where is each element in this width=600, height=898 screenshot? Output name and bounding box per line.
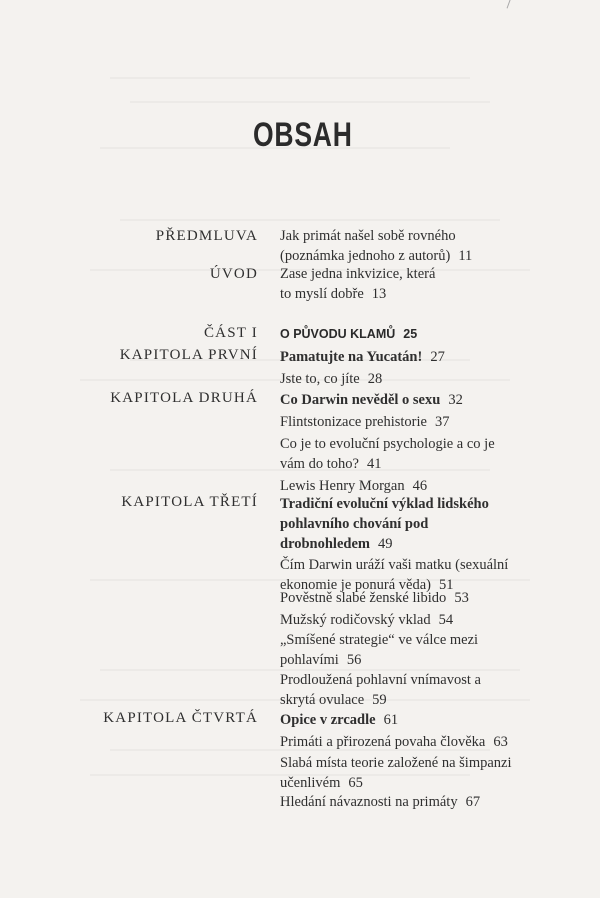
entry-text: Opice v zrcadle: [280, 712, 376, 728]
toc-entry[interactable]: [280, 226, 512, 266]
entry-page: 65: [348, 775, 363, 791]
entry-text: Mužský rodičovský vklad: [280, 612, 431, 628]
entry-text: Čím Darwin uráží vaši matku (sexuální ekonomie je ponurá věda): [280, 557, 509, 593]
entry-page: 63: [493, 734, 508, 750]
entry-page: 49: [377, 536, 393, 552]
toc-entry[interactable]: [280, 710, 530, 730]
entry-page: 13: [371, 286, 387, 302]
toc-entry[interactable]: [280, 412, 530, 432]
section-label-predmluva: PŘEDMLUVA: [155, 228, 258, 244]
part-page: 25: [403, 327, 418, 341]
toc-entry[interactable]: [280, 434, 495, 474]
entry-page: 61: [383, 712, 399, 728]
toc-entry[interactable]: [280, 753, 542, 793]
entry-text: Pamatujte na Yucatán!: [280, 349, 423, 365]
toc-entry[interactable]: [280, 476, 530, 496]
entry-page: 54: [438, 612, 454, 628]
part-label: ČÁST I: [203, 325, 258, 341]
chapter-label-4: KAPITOLA ČTVRTÁ: [103, 710, 258, 726]
toc-entry[interactable]: [280, 369, 530, 389]
entry-page: 67: [465, 794, 481, 810]
part-title-text: O PŮVODU KLAMŮ: [280, 327, 396, 341]
entry-text: Slabá místa teorie založené na šimpanzi učenlivém: [280, 755, 512, 791]
toc-entry[interactable]: [280, 347, 530, 367]
toc-entry[interactable]: [280, 732, 550, 752]
chapter-label-2: KAPITOLA DRUHÁ: [110, 390, 258, 406]
entry-text: Flintstonizace prehistorie: [280, 414, 427, 430]
toc-entry[interactable]: [280, 588, 530, 608]
entry-text: Jak primát našel sobě rovného (poznámka jednoho z autorů): [280, 228, 456, 264]
chapter-label-3: KAPITOLA TŘETÍ: [121, 494, 258, 510]
entry-text: Hledání návaznosti na primáty: [280, 794, 458, 810]
toc-entry[interactable]: [280, 264, 440, 304]
page-title: OBSAH: [253, 116, 353, 154]
entry-page: 11: [458, 248, 473, 264]
entry-text: Lewis Henry Morgan: [280, 478, 405, 494]
entry-text: Primáti a přirozená povaha člověka: [280, 734, 486, 750]
pen-mark: [507, 0, 519, 11]
toc-entry[interactable]: [280, 610, 530, 630]
entry-text: Zase jedna inkvizice, která to myslí dobře: [280, 266, 436, 302]
entry-page: 56: [346, 652, 362, 668]
entry-page: 53: [454, 590, 469, 606]
entry-text: Co je to evoluční psychologie a co je vám do toho?: [280, 436, 495, 472]
entry-text: Pověstně slabé ženské libido: [280, 590, 447, 606]
entry-text: „Smíšené strategie“ ve válce mezi pohlavími: [280, 632, 479, 668]
entry-page: 28: [367, 371, 383, 387]
entry-page: 32: [448, 392, 463, 408]
section-label-uvod: ÚVOD: [209, 266, 258, 282]
entry-page: 59: [372, 692, 387, 708]
entry-text: Tradiční evoluční výklad lidského pohlavního chování pod drobnohledem: [280, 496, 489, 552]
chapter-label-1: KAPITOLA PRVNÍ: [119, 347, 258, 363]
toc-entry[interactable]: [280, 792, 550, 812]
entry-text: Prodloužená pohlavní vnímavost a skrytá ovulace: [280, 672, 481, 708]
entry-text: Jste to, co jíte: [280, 371, 360, 387]
entry-page: 37: [434, 414, 450, 430]
toc-entry[interactable]: [280, 494, 490, 554]
toc-entry[interactable]: [280, 670, 495, 710]
entry-page: 41: [366, 456, 382, 472]
entry-page: 51: [438, 577, 454, 593]
part-title[interactable]: [280, 327, 417, 341]
entry-page: 46: [412, 478, 428, 494]
toc-entry[interactable]: [280, 630, 495, 670]
toc-entry[interactable]: [280, 390, 530, 410]
entry-page: 27: [430, 349, 445, 365]
entry-text: Co Darwin nevěděl o sexu: [280, 392, 441, 408]
